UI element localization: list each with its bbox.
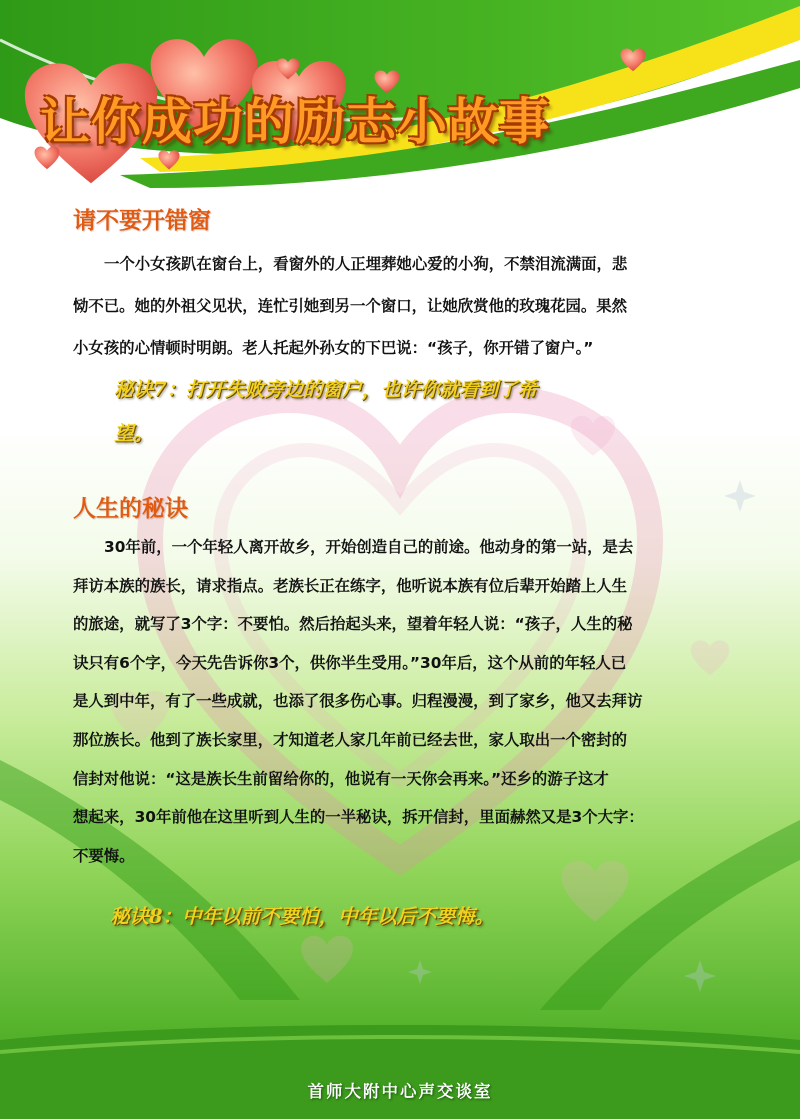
page-title: 让你成功的励志小故事 — [40, 92, 550, 151]
story-2-body: 30年前，一个年轻人离开故乡，开始创造自己的前途。他动身的第一站，是去 拜访本族的族长，请求指点。老族长正在练字，他听说本族有位后辈开始踏上人生 的旅途，就写了3个字：不要怕。然后抬起头来，望着年轻人说：“孩子，人生的秘 诀只有6个字，今天先告诉你3个，供你半生受用。”30年后，这个从前的年轻人已 是人到中年，有了一些成就，也添了很多伤心事。归程漫漫，到了家乡，他又去拜访 那位族长。他到了族长家里，才知道老人家几年前已经去世，家人取出一个密封的 信封对他说：“这是族长生前留给你的，他说有一天你会再来。”还乡的游子这才 想起来，30年前他在这里听到人生的一半秘诀，拆开信封，里面赫然又是3个大字： 不要悔。 — [73, 538, 644, 865]
story-1-body: 一个小女孩趴在窗台上，看窗外的人正埋葬她心爱的小狗，不禁泪流满面，悲 恸不已。她的外祖父见状，连忙引她到另一个窗口，让她欣赏他的玫瑰花园。果然 小女孩的心情顿时明朗。老人托起外孙女的下巴说：“孩子，你开错了窗户。” — [73, 255, 628, 357]
story-1-heading: 请不要开错窗 — [73, 208, 211, 234]
story-2-heading: 人生的秘诀 — [73, 496, 188, 522]
story-2-secret: 秘诀8：中年以前不要怕，中年以后不要悔。 — [110, 905, 495, 928]
story-1-secret: 秘诀7：打开失败旁边的窗户，也许你就看到了希 望。 — [114, 378, 538, 445]
footer-credit: 首师大附中心声交谈室 — [307, 1082, 493, 1101]
